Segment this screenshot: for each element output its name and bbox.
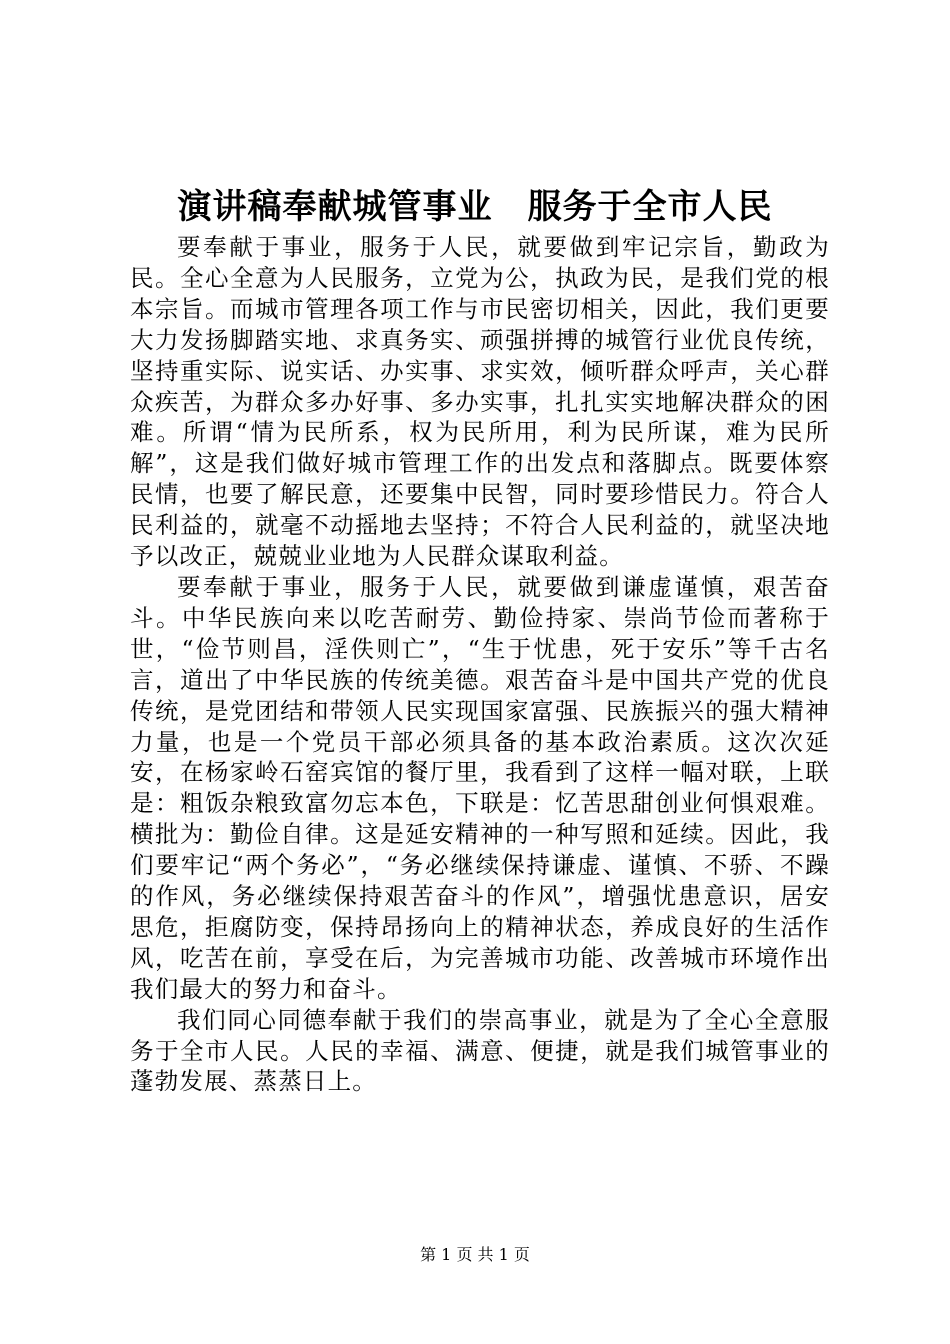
page-number-footer: 第 1 页 共 1 页: [420, 1245, 530, 1264]
document-body: [130, 232, 830, 1097]
document-title: 演讲稿奉献城管事业 服务于全市人民: [177, 187, 773, 227]
body-paragraph-1: 要奉献于事业，服务于人民，就要做到牢记宗旨，勤政为民。全心全意为人民服务，立党为公，执政为民，是我们党的根本宗旨。而城市管理各项工作与市民密切相关，因此，我们更要大力发扬脚踏实地、求真务实、顽强拼搏的城管行业优良传统，坚持重实际、说实话、办实事、求实效，倾听群众呼声，关心群众疾苦，为群众多办好事、多办实事，扎扎实实地解决群众的困难。所谓“情为民所系，权为民所用，利为民所谋，难为民所解”，这是我们做好城市管理工作的出发点和落脚点。既要体察民情，也要了解民意，还要集中民智，同时要珍惜民力。符合人民利益的，就毫不动摇地去坚持；不符合人民利益的，就坚决地予以改正，兢兢业业地为人民群众谋取利益。: [130, 233, 830, 571]
body-paragraph-3: 我们同心同德奉献于我们的崇高事业，就是为了全心全意服务于全市人民。人民的幸福、满意、便捷，就是我们城管事业的蓬勃发展、蒸蒸日上。: [130, 1005, 830, 1096]
body-paragraph-2: 要奉献于事业，服务于人民，就要做到谦虚谨慎，艰苦奋斗。中华民族向来以吃苦耐劳、勤俭持家、崇尚节俭而著称于世，“俭节则昌，淫佚则亡”，“生于忧患，死于安乐”等千古名言，道出了中华民族的传统美德。艰苦奋斗是中国共产党的优良传统，是党团结和带领人民实现国家富强、民族振兴的强大精神力量，也是一个党员干部必须具备的基本政治素质。这次次延安，在杨家岭石窑宾馆的餐厅里，我看到了这样一幅对联，上联是：粗饭杂粮致富勿忘本色，下联是：忆苦思甜创业何惧艰难。横批为：勤俭自律。这是延安精神的一种写照和延续。因此，我们要牢记“两个务必”，“务必继续保持谦虚、谨慎、不骄、不躁的作风，务必继续保持艰苦奋斗的作风”，增强忧患意识，居安思危，拒腐防变，保持昂扬向上的精神状态，养成良好的生活作风，吃苦在前，享受在后，为完善城市功能、改善城市环境作出我们最大的努力和奋斗。: [130, 572, 830, 1003]
